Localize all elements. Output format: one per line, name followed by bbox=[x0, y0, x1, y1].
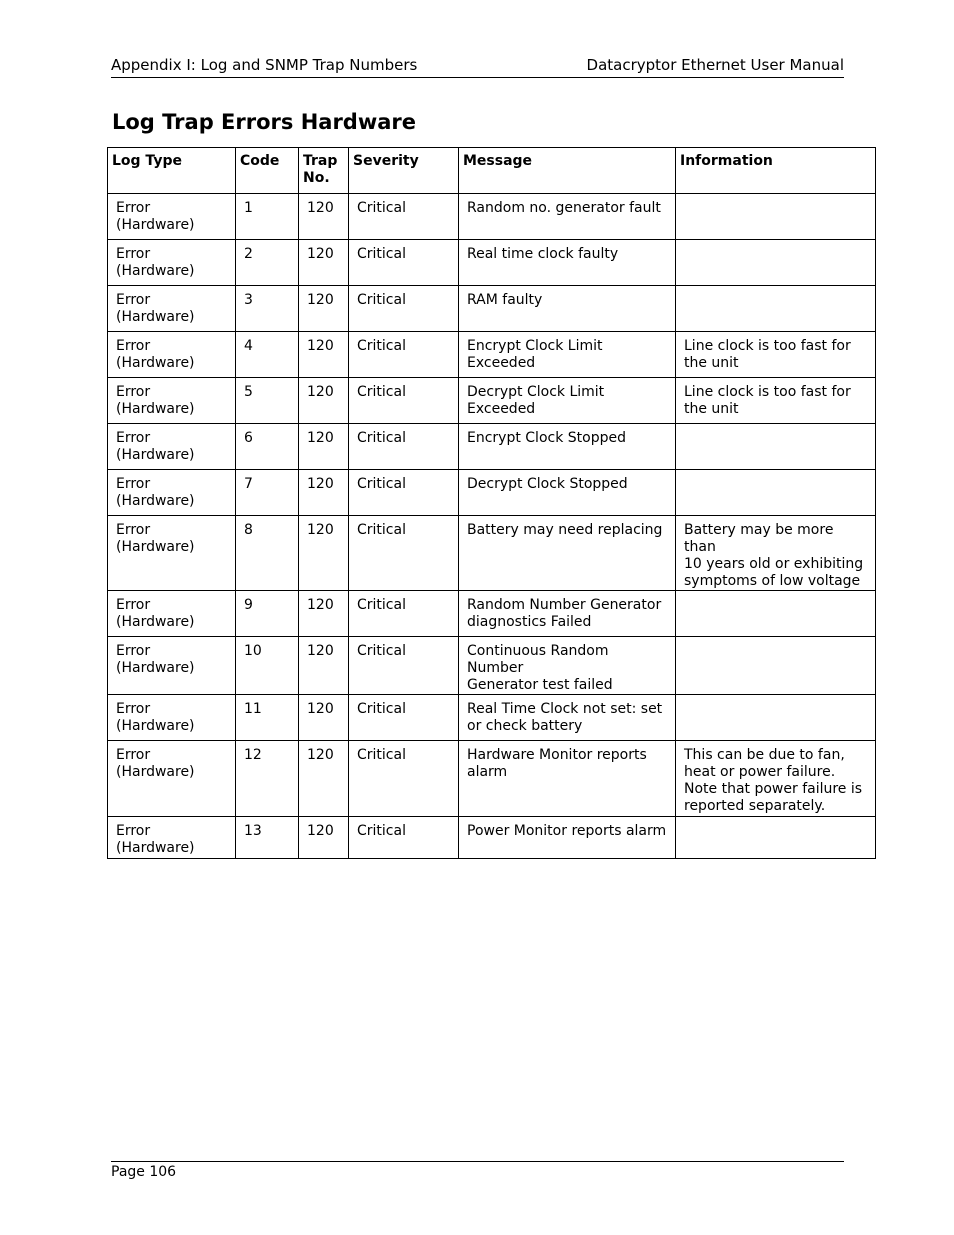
table-row bbox=[108, 741, 876, 817]
cell-trap-no: 120 bbox=[299, 286, 349, 332]
cell-trap-no: 120 bbox=[299, 332, 349, 378]
table-row bbox=[108, 332, 876, 378]
cell-severity: Critical bbox=[349, 817, 459, 859]
column-header-trap-no: Trap No. bbox=[299, 148, 349, 194]
cell-log-type: Error (Hardware) bbox=[108, 424, 236, 470]
cell-code: 4 bbox=[236, 332, 299, 378]
cell-information bbox=[676, 470, 876, 516]
cell-trap-no: 120 bbox=[299, 470, 349, 516]
page-number: Page 106 bbox=[111, 1164, 177, 1180]
cell-severity: Critical bbox=[349, 378, 459, 424]
cell-message: Decrypt Clock Limit Exceeded bbox=[459, 378, 676, 424]
cell-information bbox=[676, 240, 876, 286]
cell-code: 12 bbox=[236, 741, 299, 817]
cell-message: RAM faulty bbox=[459, 286, 676, 332]
cell-severity: Critical bbox=[349, 695, 459, 741]
cell-severity: Critical bbox=[349, 424, 459, 470]
cell-severity: Critical bbox=[349, 332, 459, 378]
cell-trap-no: 120 bbox=[299, 695, 349, 741]
cell-trap-no: 120 bbox=[299, 378, 349, 424]
cell-log-type: Error (Hardware) bbox=[108, 695, 236, 741]
table-row bbox=[108, 637, 876, 695]
cell-severity: Critical bbox=[349, 240, 459, 286]
cell-message: Encrypt Clock Stopped bbox=[459, 424, 676, 470]
cell-message: Real time clock faulty bbox=[459, 240, 676, 286]
cell-message: Decrypt Clock Stopped bbox=[459, 470, 676, 516]
header-section-title: Appendix I: Log and SNMP Trap Numbers bbox=[111, 56, 418, 74]
column-header-code: Code bbox=[236, 148, 299, 194]
cell-log-type: Error (Hardware) bbox=[108, 240, 236, 286]
cell-trap-no: 120 bbox=[299, 194, 349, 240]
cell-trap-no: 120 bbox=[299, 516, 349, 591]
cell-severity: Critical bbox=[349, 286, 459, 332]
table-header-row bbox=[108, 148, 876, 194]
cell-message: Power Monitor reports alarm bbox=[459, 817, 676, 859]
cell-information: This can be due to fan, heat or power failure. Note that power failure is reported separately. bbox=[676, 741, 876, 817]
cell-message: Real Time Clock not set: set or check battery bbox=[459, 695, 676, 741]
cell-log-type: Error (Hardware) bbox=[108, 741, 236, 817]
cell-severity: Critical bbox=[349, 637, 459, 695]
cell-severity: Critical bbox=[349, 470, 459, 516]
cell-message: Encrypt Clock Limit Exceeded bbox=[459, 332, 676, 378]
cell-log-type: Error (Hardware) bbox=[108, 591, 236, 637]
cell-trap-no: 120 bbox=[299, 741, 349, 817]
cell-information: Line clock is too fast for the unit bbox=[676, 332, 876, 378]
table-body bbox=[108, 194, 876, 859]
table-row bbox=[108, 194, 876, 240]
table-row bbox=[108, 695, 876, 741]
cell-information: Battery may be more than 10 years old or exhibiting symptoms of low voltage bbox=[676, 516, 876, 591]
cell-code: 11 bbox=[236, 695, 299, 741]
table-row bbox=[108, 378, 876, 424]
column-header-severity: Severity bbox=[349, 148, 459, 194]
table-row bbox=[108, 424, 876, 470]
cell-code: 3 bbox=[236, 286, 299, 332]
column-header-log-type: Log Type bbox=[108, 148, 236, 194]
cell-code: 10 bbox=[236, 637, 299, 695]
cell-trap-no: 120 bbox=[299, 424, 349, 470]
log-trap-table bbox=[107, 147, 876, 859]
page-footer bbox=[111, 1161, 844, 1180]
cell-code: 2 bbox=[236, 240, 299, 286]
table-row bbox=[108, 470, 876, 516]
cell-severity: Critical bbox=[349, 194, 459, 240]
cell-log-type: Error (Hardware) bbox=[108, 817, 236, 859]
page-title: Log Trap Errors Hardware bbox=[112, 110, 416, 134]
column-header-message: Message bbox=[459, 148, 676, 194]
cell-log-type: Error (Hardware) bbox=[108, 470, 236, 516]
cell-information bbox=[676, 286, 876, 332]
cell-message: Random Number Generator diagnostics Failed bbox=[459, 591, 676, 637]
table-row bbox=[108, 240, 876, 286]
cell-information bbox=[676, 591, 876, 637]
cell-trap-no: 120 bbox=[299, 240, 349, 286]
cell-log-type: Error (Hardware) bbox=[108, 516, 236, 591]
page-header bbox=[111, 55, 844, 78]
cell-information bbox=[676, 424, 876, 470]
cell-code: 13 bbox=[236, 817, 299, 859]
table-row bbox=[108, 591, 876, 637]
cell-code: 9 bbox=[236, 591, 299, 637]
header-document-title: Datacryptor Ethernet User Manual bbox=[586, 56, 844, 74]
cell-code: 1 bbox=[236, 194, 299, 240]
cell-severity: Critical bbox=[349, 516, 459, 591]
cell-log-type: Error (Hardware) bbox=[108, 637, 236, 695]
cell-message: Battery may need replacing bbox=[459, 516, 676, 591]
cell-log-type: Error (Hardware) bbox=[108, 378, 236, 424]
table-row bbox=[108, 286, 876, 332]
cell-message: Continuous Random Number Generator test failed bbox=[459, 637, 676, 695]
cell-code: 5 bbox=[236, 378, 299, 424]
cell-log-type: Error (Hardware) bbox=[108, 194, 236, 240]
cell-trap-no: 120 bbox=[299, 817, 349, 859]
cell-log-type: Error (Hardware) bbox=[108, 286, 236, 332]
cell-information bbox=[676, 637, 876, 695]
cell-trap-no: 120 bbox=[299, 591, 349, 637]
cell-information bbox=[676, 695, 876, 741]
cell-code: 7 bbox=[236, 470, 299, 516]
table-row bbox=[108, 817, 876, 859]
cell-log-type: Error (Hardware) bbox=[108, 332, 236, 378]
cell-information bbox=[676, 817, 876, 859]
cell-information: Line clock is too fast for the unit bbox=[676, 378, 876, 424]
cell-trap-no: 120 bbox=[299, 637, 349, 695]
cell-severity: Critical bbox=[349, 741, 459, 817]
cell-message: Random no. generator fault bbox=[459, 194, 676, 240]
table-row bbox=[108, 516, 876, 591]
cell-severity: Critical bbox=[349, 591, 459, 637]
column-header-information: Information bbox=[676, 148, 876, 194]
cell-code: 8 bbox=[236, 516, 299, 591]
cell-code: 6 bbox=[236, 424, 299, 470]
cell-information bbox=[676, 194, 876, 240]
cell-message: Hardware Monitor reports alarm bbox=[459, 741, 676, 817]
